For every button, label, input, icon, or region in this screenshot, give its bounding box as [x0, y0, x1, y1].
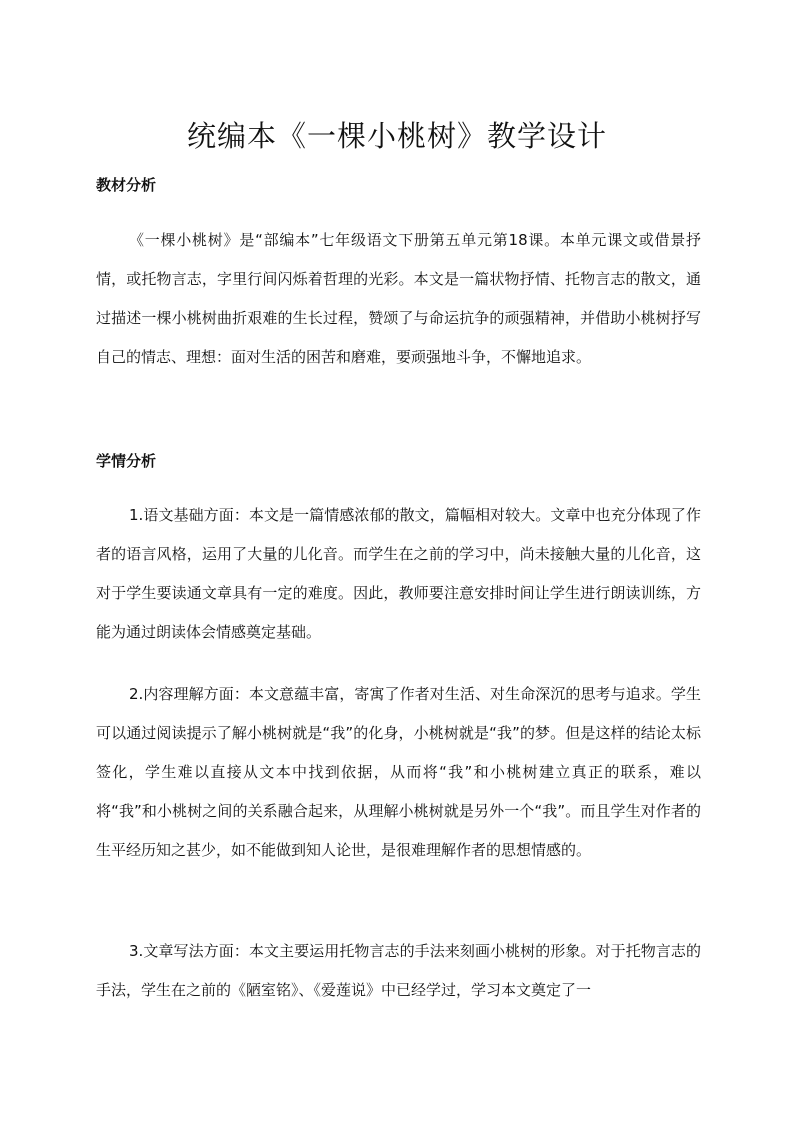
- section-heading-textbook-analysis: 教材分析: [96, 176, 157, 194]
- student-analysis-paragraph-language: 1.语文基础方面：本文是一篇情感浓郁的散文，篇幅相对较大。文章中也充分体现了作者的语言风格，运用了大量的儿化音。而学生在之前的学习中，尚未接触大量的儿化音，这对于学生要读通文章具有一定的难度。因此，教师要注意安排时间让学生进行朗读训练，方能为通过朗读体会情感奠定基础。: [96, 506, 701, 641]
- student-analysis-paragraph-writing: 3.文章写法方面：本文主要运用托物言志的手法来刻画小桃树的形象。对于托物言志的手法，学生在之前的《陋室铭》、《爱莲说》中已经学过，学习本文奠定了一: [96, 942, 701, 999]
- document-title: 统编本《一棵小桃树》教学设计: [186, 119, 607, 154]
- textbook-analysis-paragraph: 《一棵小桃树》是“部编本”七年级语文下册第五单元第18课。本单元课文或借景抒情，或托物言志，字里行间闪烁着哲理的光彩。本文是一篇状物抒情、托物言志的散文，通过描述一棵小桃树曲折艰难的生长过程，赞颂了与命运抗争的顽强精神，并借助小桃树抒写自己的情志、理想：面对生活的困苦和磨难，要顽强地斗争，不懈地追求。: [96, 231, 701, 366]
- student-analysis-paragraph-content: 2.内容理解方面：本文意蕴丰富，寄寓了作者对生活、对生命深沉的思考与追求。学生可以通过阅读提示了解小桃树就是“我”的化身，小桃树就是“我”的梦。但是这样的结论太标签化，学生难以直接从文本中找到依据，从而将“我”和小桃树建立真正的联系，难以将“我”和小桃树之间的关系融合起来，从理解小桃树就是另外一个“我”。而且学生对作者的生平经历知之甚少，如不能做到知人论世，是很难理解作者的思想情感的。: [96, 685, 701, 859]
- section-heading-student-analysis: 学情分析: [96, 452, 157, 470]
